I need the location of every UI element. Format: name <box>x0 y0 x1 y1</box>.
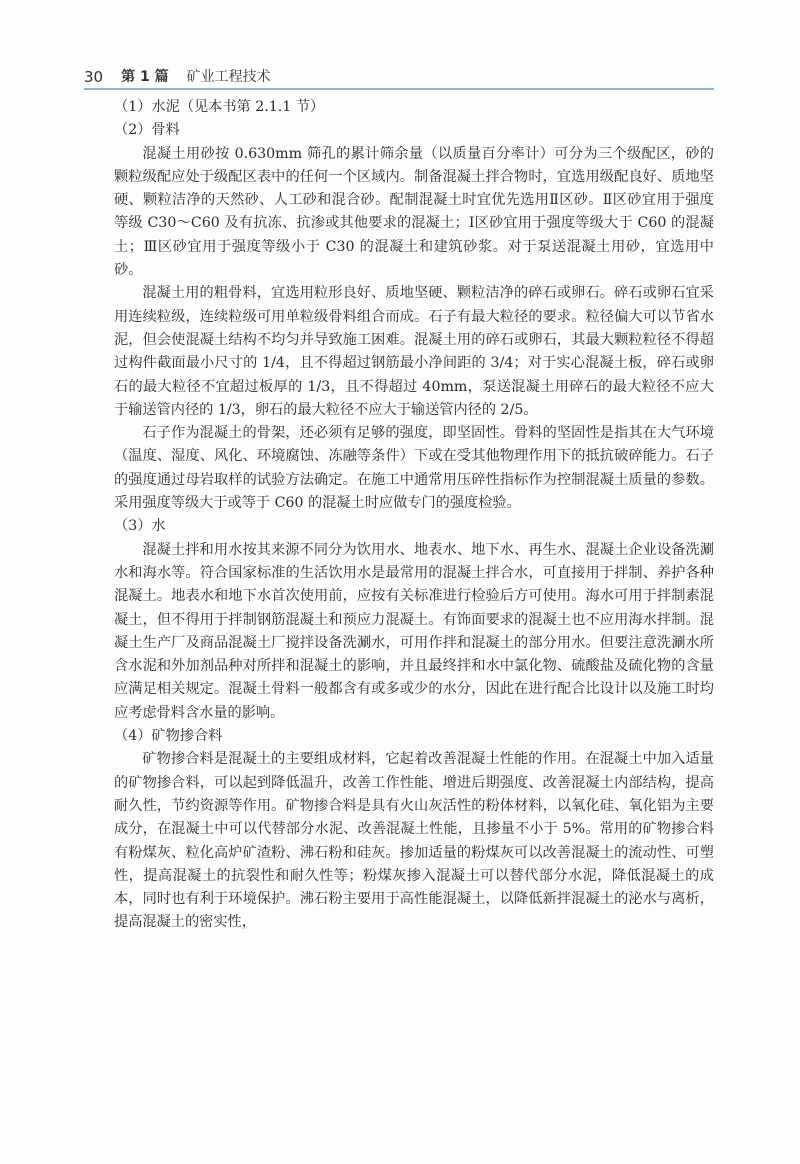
body-text <box>114 96 714 935</box>
paragraph: 混凝土用的粗骨料，宜选用粒形良好、质地坚硬、颗粒洁净的碎石或卵石。碎石或卵石宜采用连续粒级，连续粒级可用单粒级骨料组合而成。石子有最大粒径的要求。粒径偏大可以节省水泥，但会使混凝土结构不均匀并导致施工困难。混凝土用的碎石或卵石，其最大颗粒粒径不得超过构件截面最小尺寸的 1/4，且不得超过钢筋最小净间距的 3/4；对于实心混凝土板，碎石或卵石的最大粒径不宜超过板厚的 1/3，且不得超过 40mm，泵送混凝土用碎石的最大粒径不应大于输送管内径的 1/3，卵石的最大粒径不应大于输送管内径的 2/5。 <box>114 285 714 418</box>
page-number: 30 <box>84 68 104 86</box>
section-heading-cement: （1）水泥（见本书第 2.1.1 节） <box>114 99 325 115</box>
paragraph: 石子作为混凝土的骨架，还必须有足够的强度，即坚固性。骨料的坚固性是指其在大气环境（温度、湿度、风化、环境腐蚀、冻融等条件）下或在受其他物理作用下的抵抗破碎能力。石子的强度通过母岩取样的试验方法确定。在施工中通常用压碎性指标作为控制混凝土质量的参数。采用强度等级大于或等于 C60 的混凝土时应做专门的强度检验。 <box>114 425 714 512</box>
part-label: 第 1 篇 <box>121 69 169 85</box>
paragraph: 混凝土用砂按 0.630mm 筛孔的累计筛余量（以质量百分率计）可分为三个级配区，砂的颗粒级配应处于级配区表中的任何一个区域内。制备混凝土拌合物时，宜选用级配良好、质地坚硬、颗粒洁净的天然砂、人工砂和混合砂。配制混凝土时宜优先选用Ⅱ区砂。Ⅱ区砂宜用于强度等级 C30～C60 及有抗冻、抗渗或其他要求的混凝土；Ⅰ区砂宜用于强度等级大于 C60 的混凝土；Ⅲ区砂宜用于强度等级小于 C30 的混凝土和建筑砂浆。对于泵送混凝土用砂，宜选用中砂。 <box>114 145 714 279</box>
section-heading-water: （3）水 <box>114 518 166 535</box>
part-title: 矿业工程技术 <box>186 69 271 85</box>
paragraph: 混凝土拌和用水按其来源不同分为饮用水、地表水、地下水、再生水、混凝土企业设备洗涮水和海水等。符合国家标准的生活饮用水是最常用的混凝土拌合水，可直接用于拌制、养护各种混凝土。地表水和地下水首次使用前，应按有关标准进行检验后方可使用。海水可用于拌制素混凝土，但不得用于拌制钢筋混凝土和预应力混凝土。有饰面要求的混凝土也不应用海水拌制。混凝土生产厂及商品混凝土厂搅拌设备洗涮水，可用作拌和混凝土的部分用水。但要注意洗涮水所含水泥和外加剂品种对所拌和混凝土的影响，并且最终拌和水中氯化物、硫酸盐及硫化物的含量应满足相关规定。混凝土骨料一般都含有或多或少的水分，因此在进行配合比设计以及施工时均应考虑骨料含水量的影响。 <box>114 541 714 721</box>
paragraph: 矿物掺合料是混凝土的主要组成材料，它起着改善混凝土性能的作用。在混凝土中加入适量的矿物掺合料，可以起到降低温升，改善工作性能、增进后期强度、改善混凝土内部结构，提高耐久性，节约资源等作用。矿物掺合料是具有火山灰活性的粉体材料，以氧化硅、氧化铝为主要成分，在混凝土中可以代替部分水泥、改善混凝土性能，且掺量不小于 5%。常用的矿物掺合料有粉煤灰、粒化高炉矿渣粉、沸石粉和硅灰。掺加适量的粉煤灰可以改善混凝土的流动性、可塑性，提高混凝土的抗裂性和耐久性等；粉煤灰掺入混凝土可以替代部分水泥，降低混凝土的成本，同时也有利于环境保护。沸石粉主要用于高性能混凝土，以降低新拌混凝土的泌水与离析，提高混凝土的密实性， <box>114 751 714 931</box>
running-header <box>84 62 714 86</box>
header-rule <box>84 88 714 90</box>
section-heading-aggregate: （2）骨料 <box>114 122 180 139</box>
section-heading-mineral-admixture: （4）矿物掺合料 <box>114 728 223 745</box>
